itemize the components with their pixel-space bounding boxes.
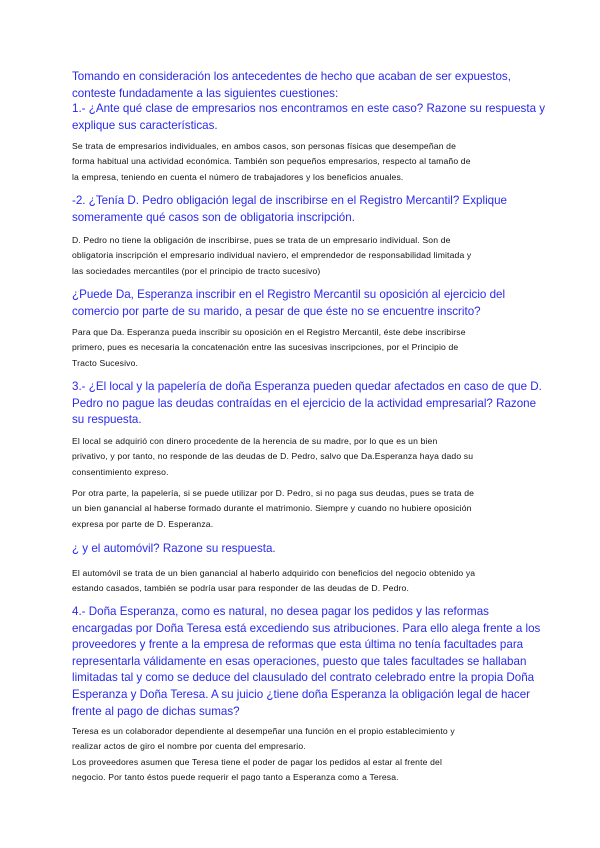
text-line: 4.- Doña Esperanza, como es natural, no desea pagar los pedidos y las reformas — [72, 605, 489, 618]
text-line: realizar actos de giro el nombre por cuenta del empresario. — [72, 741, 306, 752]
text-line: explique sus características. — [72, 118, 218, 132]
intro-paragraph — [72, 69, 524, 102]
text-line: Esperanza y Doña Teresa. A su juicio ¿tiene doña Esperanza la obligación legal de hacer — [72, 687, 531, 701]
text-line: expresa por parte de D. Esperanza. — [72, 518, 214, 529]
answer-3-papeleria — [72, 486, 532, 532]
text-line: ¿ y el automóvil? Razone su respuesta. — [72, 542, 276, 555]
text-line: representarla válidamente en esas operaciones, puesto que tales facultades se hallaban — [72, 654, 527, 668]
text-line: Tomando en consideración los antecedentes de hecho que acaban de ser expuestos, — [72, 70, 511, 83]
answer-2 — [72, 233, 532, 279]
text-line: comercio por parte de su marido, a pesar de que éste no se encuentre inscrito? — [72, 304, 481, 318]
question-3 — [72, 379, 542, 429]
text-line: negocio. Por tanto éstos puede requerir el pago tanto a Esperanza como a Teresa. — [72, 772, 399, 783]
text-line: El automóvil se trata de un bien ganancial al haberlo adquirido con beneficios del negocio obtenido ya — [72, 568, 476, 578]
answer-3b — [72, 566, 532, 597]
text-line: primero, pues es necesaria la concatenación entre las sucesivas inscripciones, por el Principio de — [72, 342, 459, 353]
text-line: Tracto Sucesivo. — [72, 357, 139, 368]
text-line: privativo, y por tanto, no responde de las deudas de D. Pedro, salvo que Da.Esperanza haya dado su — [72, 451, 474, 462]
text-line: obligatoria inscripción el empresario individual naviero, el emprendedor de responsabilidad limitada y — [72, 250, 472, 261]
answer-4 — [72, 724, 532, 786]
text-line: consentimiento expreso. — [72, 466, 169, 477]
text-line: un bien ganancial al haberse formado durante el matrimonio. Siempre y cuando no hubiere oposición — [72, 503, 472, 514]
text-line: las sociedades mercantiles (por el principio de tracto sucesivo) — [72, 265, 321, 276]
text-line: forma habitual una actividad económica. También son pequeños empresarios, respecto al tamaño de — [72, 156, 471, 167]
text-line: 1.- ¿Ante qué clase de empresarios nos encontramos en este caso? Razone su respuesta y — [72, 102, 546, 115]
answer-2b — [72, 325, 532, 371]
text-line: Teresa es un colaborador dependiente al desempeñar una función en el propio establecimiento y — [72, 726, 455, 736]
text-line: 3.- ¿El local y la papelería de doña Esperanza pueden quedar afectados en caso de que D. — [72, 380, 542, 393]
question-2b — [72, 287, 524, 320]
text-line: estando casados, también se podría usar para responder de las deudas de D. Pedro. — [72, 583, 410, 594]
text-line: frente al pago de dichas sumas? — [72, 704, 240, 718]
text-line: -2. ¿Tenía D. Pedro obligación legal de inscribirse en el Registro Mercantil? Explique — [72, 194, 507, 207]
text-line: D. Pedro no tiene la obligación de inscribirse, pues se trata de un empresario individual. Son de — [72, 235, 451, 245]
text-line: encargadas por Doña Teresa está excediendo sus atribuciones. Para ello alega frente a los — [72, 621, 541, 635]
answer-3-local — [72, 434, 532, 480]
text-line: Pedro no pague las deudas contraídas en el ejercicio de la actividad empresarial? Razone — [72, 396, 537, 410]
question-3b — [72, 541, 524, 558]
text-line: proveedores y frente a la empresa de reformas que esta última no tenía facultades para — [72, 638, 524, 652]
text-line: Se trata de empresarios individuales, en ambos casos, son personas físicas que desempeñan de — [72, 141, 457, 151]
text-line: Los proveedores asumen que Teresa tiene el poder de pagar los pedidos al estar al frente del — [72, 756, 443, 767]
text-line: someramente qué casos son de obligatoria inscripción. — [72, 210, 355, 224]
text-line: conteste fundadamente a las siguientes cuestiones: — [72, 86, 339, 100]
text-line: ¿Puede Da, Esperanza inscribir en el Registro Mercantil su oposición al ejercicio del — [72, 288, 506, 301]
text-line: la empresa, teniendo en cuenta el número de trabajadores y los beneficios anuales. — [72, 171, 404, 182]
question-2 — [72, 193, 524, 226]
text-line: El local se adquirió con dinero procedente de la herencia de su madre, por lo que es un bien — [72, 436, 438, 446]
question-4 — [72, 604, 541, 720]
text-line: limitadas tal y como se deduce del clausulado del contrato celebrado entre la propia Doña — [72, 671, 535, 685]
question-1 — [72, 101, 546, 134]
answer-1 — [72, 139, 532, 185]
text-line: Por otra parte, la papelería, si se puede utilizar por D. Pedro, si no paga sus deudas, pues se trata de — [72, 488, 475, 498]
text-line: Para que Da. Esperanza pueda inscribir su oposición en el Registro Mercantil, éste debe inscribirse — [72, 327, 466, 337]
text-line: su respuesta. — [72, 413, 142, 427]
